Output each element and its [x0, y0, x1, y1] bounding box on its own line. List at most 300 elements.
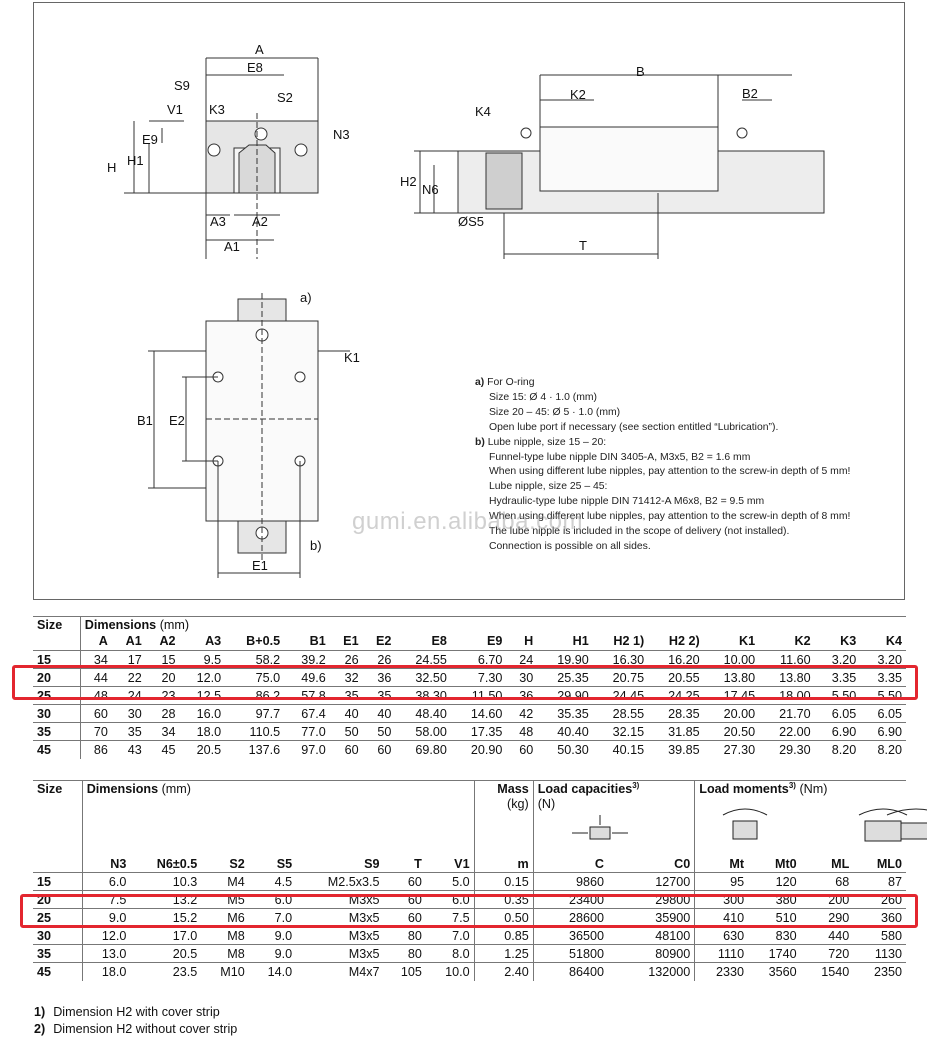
column-header: S5 — [276, 857, 293, 872]
size-cell: 30 — [33, 705, 80, 723]
table-cell: 60 — [506, 741, 537, 759]
column-header: E1 — [343, 634, 359, 649]
column-header: A3 — [205, 634, 222, 649]
table-cell: 10.00 — [704, 651, 759, 669]
table-cell: 35 — [112, 723, 146, 741]
table-cell: 300 — [695, 891, 748, 909]
table-cell: 510 — [748, 909, 801, 927]
table-row — [33, 723, 906, 741]
mass-unit: (kg) — [474, 797, 533, 857]
table-cell: 105 — [384, 963, 426, 981]
size-header: Size — [37, 617, 63, 632]
table-cell: 21.70 — [759, 705, 814, 723]
dim-label-S2: S2 — [277, 90, 293, 105]
table-cell: 410 — [695, 909, 748, 927]
table-cell: 4.5 — [249, 873, 296, 891]
table-cell: 80 — [384, 927, 426, 945]
column-header: K4 — [885, 634, 902, 649]
table-cell: 40.15 — [593, 741, 648, 759]
table-cell: 32 — [330, 669, 363, 687]
table-cell: 75.0 — [225, 669, 284, 687]
load-capacities-note: 3) — [632, 781, 640, 791]
dim-label-K1: K1 — [344, 350, 360, 365]
table-cell: 27.30 — [704, 741, 759, 759]
load-moments-unit: (Nm) — [799, 782, 828, 797]
table-cell: 0.35 — [474, 891, 533, 909]
table-cell: 57.8 — [284, 687, 330, 705]
note-b-line: Lube nipple, size 25 – 45: — [489, 481, 608, 493]
table-cell: 16.20 — [648, 651, 703, 669]
column-header: H2 1) — [613, 634, 645, 649]
dim-label-N6: N6 — [422, 182, 439, 197]
dim-label-B: B — [636, 64, 645, 79]
note-b-label: b) — [475, 436, 485, 448]
column-header: Mt0 — [774, 857, 797, 872]
table-cell: 20.00 — [704, 705, 759, 723]
table-cell: 200 — [801, 891, 854, 909]
column-header: S2 — [229, 857, 245, 872]
column-header: E8 — [431, 634, 447, 649]
table-cell: 48 — [506, 723, 537, 741]
column-header: K2 — [794, 634, 811, 649]
table-cell: 3.35 — [815, 669, 861, 687]
table-cell: 22 — [112, 669, 146, 687]
table-cell: 14.60 — [451, 705, 506, 723]
table-cell: 290 — [801, 909, 854, 927]
footnote-text: Dimension H2 with cover strip — [53, 1005, 220, 1019]
table-cell: 51800 — [533, 945, 608, 963]
table-cell: 58.2 — [225, 651, 284, 669]
table-cell: 23.5 — [130, 963, 201, 981]
table-cell: 32.15 — [593, 723, 648, 741]
column-header: ML0 — [876, 857, 902, 872]
callout-a: a) — [300, 290, 312, 305]
note-b-line: When using different lube nipples, pay attention to the screw-in depth of 8 mm! — [489, 511, 851, 523]
table-cell: 50 — [363, 723, 396, 741]
table-cell: 25.35 — [537, 669, 592, 687]
table-cell: 60 — [363, 741, 396, 759]
dim-label-V1: V1 — [167, 102, 183, 117]
column-header: N6±0.5 — [156, 857, 198, 872]
table-cell: 28600 — [533, 909, 608, 927]
table-cell: 132000 — [608, 963, 695, 981]
column-header: m — [474, 857, 533, 873]
table1-column-headers — [33, 633, 906, 651]
table-cell: 2330 — [695, 963, 748, 981]
table-row — [33, 927, 906, 945]
table-cell: 8.20 — [815, 741, 861, 759]
table-cell: 13.80 — [759, 669, 814, 687]
table-cell: 440 — [801, 927, 854, 945]
table-cell: 8.20 — [860, 741, 906, 759]
table-cell: 39.85 — [648, 741, 703, 759]
size-cell: 25 — [33, 687, 80, 705]
table-cell: 9860 — [533, 873, 608, 891]
table-cell: 50.30 — [537, 741, 592, 759]
table-cell: 2.40 — [474, 963, 533, 981]
table-cell: 1.25 — [474, 945, 533, 963]
table-cell: 22.00 — [759, 723, 814, 741]
table-cell: 11.60 — [759, 651, 814, 669]
table-cell: 360 — [853, 909, 906, 927]
table-cell: 6.90 — [815, 723, 861, 741]
table-cell: 36 — [363, 669, 396, 687]
table-cell: 26 — [363, 651, 396, 669]
table-row — [33, 945, 906, 963]
dimensions-header: Dimensions — [84, 617, 157, 632]
table-cell: 24.25 — [648, 687, 703, 705]
table-cell: 9.0 — [82, 909, 130, 927]
table-cell: 6.05 — [815, 705, 861, 723]
table-cell: 31.85 — [648, 723, 703, 741]
table-cell: 60 — [384, 873, 426, 891]
table-cell: 20.5 — [130, 945, 201, 963]
table-cell: 29.90 — [537, 687, 592, 705]
table-cell: 42 — [506, 705, 537, 723]
table-cell: 0.85 — [474, 927, 533, 945]
table-cell: 18.0 — [180, 723, 226, 741]
footnote-mark: 2) — [34, 1022, 46, 1036]
table-cell: 60 — [330, 741, 363, 759]
size-cell: 30 — [33, 927, 82, 945]
table-cell: 80900 — [608, 945, 695, 963]
column-header: C0 — [674, 857, 691, 872]
table-cell: M3x5 — [296, 945, 383, 963]
table-cell: 58.00 — [395, 723, 450, 741]
table-cell: 17.45 — [704, 687, 759, 705]
table-cell: 30 — [112, 705, 146, 723]
column-header: A2 — [159, 634, 176, 649]
table-cell: 6.05 — [860, 705, 906, 723]
highlight-size-20-table2 — [20, 894, 918, 928]
column-header: K1 — [739, 634, 756, 649]
table-cell: 19.90 — [537, 651, 592, 669]
table-cell: 9.0 — [249, 945, 296, 963]
table-cell: 830 — [748, 927, 801, 945]
dimensions-header-2: Dimensions — [86, 781, 159, 796]
column-header: B+0.5 — [246, 634, 281, 649]
table-cell: 23400 — [533, 891, 608, 909]
table-cell: M3x5 — [296, 927, 383, 945]
dim-label-H1: H1 — [127, 153, 144, 168]
table-cell: 12.0 — [82, 927, 130, 945]
column-header: E9 — [486, 634, 503, 649]
dim-label-S5: ØS5 — [458, 214, 485, 229]
load-capacities-unit: (N) — [537, 796, 556, 811]
table-cell: 36500 — [533, 927, 608, 945]
callout-b: b) — [310, 538, 322, 553]
dim-label-H: H — [107, 160, 117, 175]
table-cell: 6.0 — [249, 891, 296, 909]
table-cell: 7.5 — [426, 909, 474, 927]
dim-label-E2: E2 — [169, 413, 185, 428]
table-cell: 35900 — [608, 909, 695, 927]
table-cell: 9.0 — [249, 927, 296, 945]
table-cell: 20.50 — [704, 723, 759, 741]
table-cell: M8 — [201, 927, 248, 945]
table-cell: 137.6 — [225, 741, 284, 759]
dim-label-E8: E8 — [247, 60, 263, 75]
footnote-2 — [34, 1022, 237, 1036]
table-cell: 28 — [146, 705, 180, 723]
table-cell: 17.35 — [451, 723, 506, 741]
column-header: C — [533, 857, 608, 873]
table-cell: 45 — [146, 741, 180, 759]
table-cell: 12.5 — [180, 687, 226, 705]
table-cell: M5 — [201, 891, 248, 909]
table-cell: 7.0 — [249, 909, 296, 927]
note-a-title: For O-ring — [487, 377, 535, 388]
size-cell: 45 — [33, 963, 82, 981]
table-row — [33, 873, 906, 891]
table-cell: 67.4 — [284, 705, 330, 723]
column-header: K3 — [840, 634, 857, 649]
table-cell: 87 — [853, 873, 906, 891]
note-b-line: Funnel-type lube nipple DIN 3405-A, M3x5, B2 = 1.6 mm — [489, 451, 751, 463]
table-cell: 1110 — [695, 945, 748, 963]
dim-label-K4: K4 — [475, 104, 491, 119]
dimensions-table-2 — [33, 780, 906, 981]
table-cell: 44 — [80, 669, 112, 687]
table-cell: 10.3 — [130, 873, 201, 891]
table-cell: 26 — [330, 651, 363, 669]
table-cell: M3x5 — [296, 909, 383, 927]
table-cell: 0.15 — [474, 873, 533, 891]
table-cell: M3x5 — [296, 891, 383, 909]
table-cell: 3.20 — [860, 651, 906, 669]
table-cell: M8 — [201, 945, 248, 963]
table-cell: 6.0 — [426, 891, 474, 909]
size-header-2: Size — [37, 781, 63, 796]
column-header: ML — [831, 857, 850, 872]
note-b-line: The lube nipple is included in the scope of delivery (not installed). — [489, 526, 790, 538]
table-cell: 28.35 — [648, 705, 703, 723]
load-capacity-icon — [570, 813, 630, 849]
size-cell: 45 — [33, 741, 80, 759]
table-cell: 9.5 — [180, 651, 226, 669]
table-cell: 8.0 — [426, 945, 474, 963]
table-cell: 3.35 — [860, 669, 906, 687]
table-row — [33, 963, 906, 981]
table-cell: 35 — [330, 687, 363, 705]
column-header: A1 — [125, 634, 142, 649]
dim-label-B1: B1 — [137, 413, 153, 428]
table2-column-headers — [33, 857, 906, 873]
table-cell: 17.0 — [130, 927, 201, 945]
table-cell: M4x7 — [296, 963, 383, 981]
footnote-text: Dimension H2 without cover strip — [53, 1022, 238, 1036]
dimensions-unit-2: (mm) — [161, 781, 191, 796]
table-cell: 1740 — [748, 945, 801, 963]
table-cell: 23 — [146, 687, 180, 705]
table-cell: 10.0 — [426, 963, 474, 981]
highlight-size-20-table1 — [12, 665, 918, 700]
dim-label-K2: K2 — [570, 87, 586, 102]
table-cell: 630 — [695, 927, 748, 945]
table-cell: 80 — [384, 945, 426, 963]
table-cell: 40 — [330, 705, 363, 723]
load-capacities-header: Load capacities — [537, 782, 633, 797]
table-cell: 24 — [506, 651, 537, 669]
table-cell: 0.50 — [474, 909, 533, 927]
column-header: E2 — [376, 634, 392, 649]
note-b-line: When using different lube nipples, pay attention to the screw-in depth of 5 mm! — [489, 466, 851, 478]
pitch-moment-icon — [853, 805, 913, 845]
dim-label-H2: H2 — [400, 174, 417, 189]
table-cell: 95 — [695, 873, 748, 891]
table-cell: 68 — [801, 873, 854, 891]
table-cell: 20.5 — [180, 741, 226, 759]
size-cell: 20 — [33, 891, 82, 909]
table-cell: 20 — [146, 669, 180, 687]
table-cell: 97.7 — [225, 705, 284, 723]
note-a-line: Size 20 – 45: Ø 5 · 1.0 (mm) — [489, 406, 621, 418]
column-header: H1 — [572, 634, 589, 649]
table-cell: 720 — [801, 945, 854, 963]
table-cell: M4 — [201, 873, 248, 891]
table-cell: 29.30 — [759, 741, 814, 759]
size-cell: 20 — [33, 669, 80, 687]
table-cell: 12.0 — [180, 669, 226, 687]
table-cell: 5.0 — [426, 873, 474, 891]
table-cell: 16.30 — [593, 651, 648, 669]
table-row — [33, 705, 906, 723]
table-cell: 1540 — [801, 963, 854, 981]
table-cell: 24.55 — [395, 651, 450, 669]
torsion-moment-icon — [715, 805, 775, 845]
table-cell: 7.30 — [451, 669, 506, 687]
dim-label-B2: B2 — [742, 86, 758, 101]
size-col-spacer — [33, 857, 82, 873]
dim-label-A3: A3 — [210, 214, 226, 229]
note-b-line: Hydraulic-type lube nipple DIN 71412-A M6x8, B2 = 9.5 mm — [489, 496, 765, 508]
table-cell: 86.2 — [225, 687, 284, 705]
note-b-title: Lube nipple, size 15 – 20: — [487, 436, 607, 448]
table-cell: 3.20 — [815, 651, 861, 669]
table-row — [33, 741, 906, 759]
table-cell: 24 — [112, 687, 146, 705]
dim-label-K3: K3 — [209, 102, 225, 117]
footnote-mark: 1) — [34, 1005, 46, 1019]
table-cell: 35 — [363, 687, 396, 705]
table-cell: 60 — [80, 705, 112, 723]
size-cell: 35 — [33, 723, 80, 741]
table-cell: 18.00 — [759, 687, 814, 705]
table-cell: 35.35 — [537, 705, 592, 723]
table-cell: 15.2 — [130, 909, 201, 927]
table-cell: 40 — [363, 705, 396, 723]
table-cell: 40.40 — [537, 723, 592, 741]
table-cell: 5.50 — [815, 687, 861, 705]
table-cell: 1130 — [853, 945, 906, 963]
column-header: A — [80, 633, 112, 651]
table-cell: 7.5 — [82, 891, 130, 909]
dim-label-S9: S9 — [174, 78, 190, 93]
dim-label-A2: A2 — [252, 214, 268, 229]
table-cell: 6.70 — [451, 651, 506, 669]
load-moments-note: 3) — [788, 781, 796, 791]
table-cell: 86 — [80, 741, 112, 759]
table-cell: 48100 — [608, 927, 695, 945]
column-header: V1 — [454, 857, 470, 872]
dim-label-T: T — [579, 238, 587, 253]
size-cell: 25 — [33, 909, 82, 927]
note-a-label: a) — [475, 377, 485, 388]
column-header: S9 — [364, 857, 380, 872]
table-cell: 69.80 — [395, 741, 450, 759]
column-header: B1 — [309, 634, 326, 649]
table-cell: 17 — [112, 651, 146, 669]
table-cell: 24.45 — [593, 687, 648, 705]
size-cell: 15 — [33, 651, 80, 669]
table-cell: 60 — [384, 909, 426, 927]
table-cell: 13.2 — [130, 891, 201, 909]
table-cell: 29800 — [608, 891, 695, 909]
table-cell: 48 — [80, 687, 112, 705]
table-cell: 15 — [146, 651, 180, 669]
column-header: Mt — [695, 857, 748, 873]
column-header: T — [414, 857, 422, 872]
table-cell: 60 — [384, 891, 426, 909]
table-cell: 13.80 — [704, 669, 759, 687]
table-cell: 34 — [146, 723, 180, 741]
table-cell: 50 — [330, 723, 363, 741]
load-moments-header: Load moments — [699, 782, 789, 797]
table-cell: M6 — [201, 909, 248, 927]
table-cell: 18.0 — [82, 963, 130, 981]
mass-header: Mass — [474, 781, 533, 797]
table-cell: 12700 — [608, 873, 695, 891]
table-cell: M10 — [201, 963, 248, 981]
watermark: gumi.en.alibaba.com — [352, 508, 583, 535]
table-cell: 86400 — [533, 963, 608, 981]
table-cell: 39.2 — [284, 651, 330, 669]
dim-label-E9: E9 — [142, 132, 158, 147]
note-a-line: Size 15: Ø 4 · 1.0 (mm) — [489, 391, 597, 403]
dimensions-unit: (mm) — [159, 617, 190, 632]
size-col-spacer — [33, 633, 80, 651]
table-cell: 13.0 — [82, 945, 130, 963]
note-a-line: Open lube port if necessary (see section entitled “Lubrication”). — [489, 421, 779, 433]
table-cell: 3560 — [748, 963, 801, 981]
column-header: H — [524, 634, 534, 649]
table-cell: 120 — [748, 873, 801, 891]
table-cell: 48.40 — [395, 705, 450, 723]
note-b-line: Connection is possible on all sides. — [489, 540, 651, 552]
footnote-1 — [34, 1005, 220, 1019]
table-cell: 70 — [80, 723, 112, 741]
technical-drawing — [33, 2, 905, 600]
table-cell: 11.50 — [451, 687, 506, 705]
table-cell: 28.55 — [593, 705, 648, 723]
table-cell: 16.0 — [180, 705, 226, 723]
column-header: H2 2) — [668, 634, 700, 649]
table-cell: 6.0 — [82, 873, 130, 891]
column-header: N3 — [82, 857, 130, 873]
table-cell: M2.5x3.5 — [296, 873, 383, 891]
table-cell: 43 — [112, 741, 146, 759]
table-cell: 580 — [853, 927, 906, 945]
table-cell: 77.0 — [284, 723, 330, 741]
table-cell: 97.0 — [284, 741, 330, 759]
table-cell: 30 — [506, 669, 537, 687]
size-cell: 35 — [33, 945, 82, 963]
dim-label-A: A — [255, 42, 264, 57]
table-cell: 260 — [853, 891, 906, 909]
table-cell: 49.6 — [284, 669, 330, 687]
table-cell: 7.0 — [426, 927, 474, 945]
table-cell: 20.90 — [451, 741, 506, 759]
